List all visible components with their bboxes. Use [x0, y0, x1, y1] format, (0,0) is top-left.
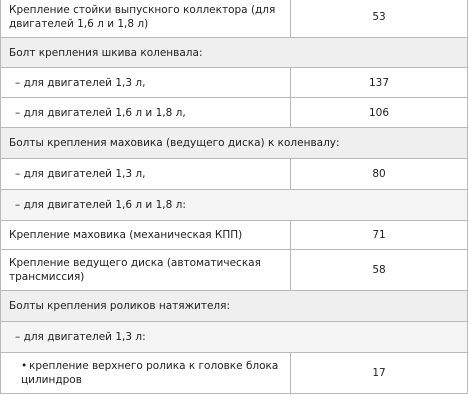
table-row	[1, 68, 468, 98]
table-row	[1, 0, 468, 38]
table-row	[1, 221, 468, 250]
row-label: Крепление маховика (механическая КПП)	[1, 221, 291, 250]
table-section-header	[1, 291, 468, 322]
row-value: 71	[291, 221, 468, 250]
row-value: 17	[291, 353, 468, 394]
row-value: 80	[291, 159, 468, 190]
table-subheader	[1, 190, 468, 221]
row-value: 53	[291, 0, 468, 38]
subheader-label: – для двигателей 1,6 л и 1,8 л:	[1, 190, 468, 221]
table-row	[1, 353, 468, 394]
table-section-header	[1, 128, 468, 159]
table-row	[1, 98, 468, 128]
section-label: Болт крепления шкива коленвала:	[1, 38, 468, 68]
table-subheader	[1, 322, 468, 353]
row-label: Крепление ведущего диска (автоматическая трансмиссия)	[1, 250, 291, 291]
table-section-header	[1, 38, 468, 68]
section-label: Болты крепления маховика (ведущего диска) к коленвалу:	[1, 128, 468, 159]
table-row	[1, 250, 468, 291]
row-value: 106	[291, 98, 468, 128]
row-label: – для двигателей 1,3 л,	[1, 68, 291, 98]
row-label: – для двигателей 1,6 л и 1,8 л,	[1, 98, 291, 128]
subheader-label: – для двигателей 1,3 л:	[1, 322, 468, 353]
section-label: Болты крепления роликов натяжителя:	[1, 291, 468, 322]
row-label: Крепление стойки выпускного коллектора (для двигателей 1,6 л и 1,8 л)	[1, 0, 291, 38]
table-row	[1, 159, 468, 190]
row-label: – для двигателей 1,3 л,	[1, 159, 291, 190]
row-label-text: крепление верхнего ролика к головке блока цилиндров	[21, 360, 279, 386]
bullet-icon: •	[21, 360, 28, 372]
row-label	[1, 353, 291, 394]
row-value: 58	[291, 250, 468, 291]
row-value: 137	[291, 68, 468, 98]
